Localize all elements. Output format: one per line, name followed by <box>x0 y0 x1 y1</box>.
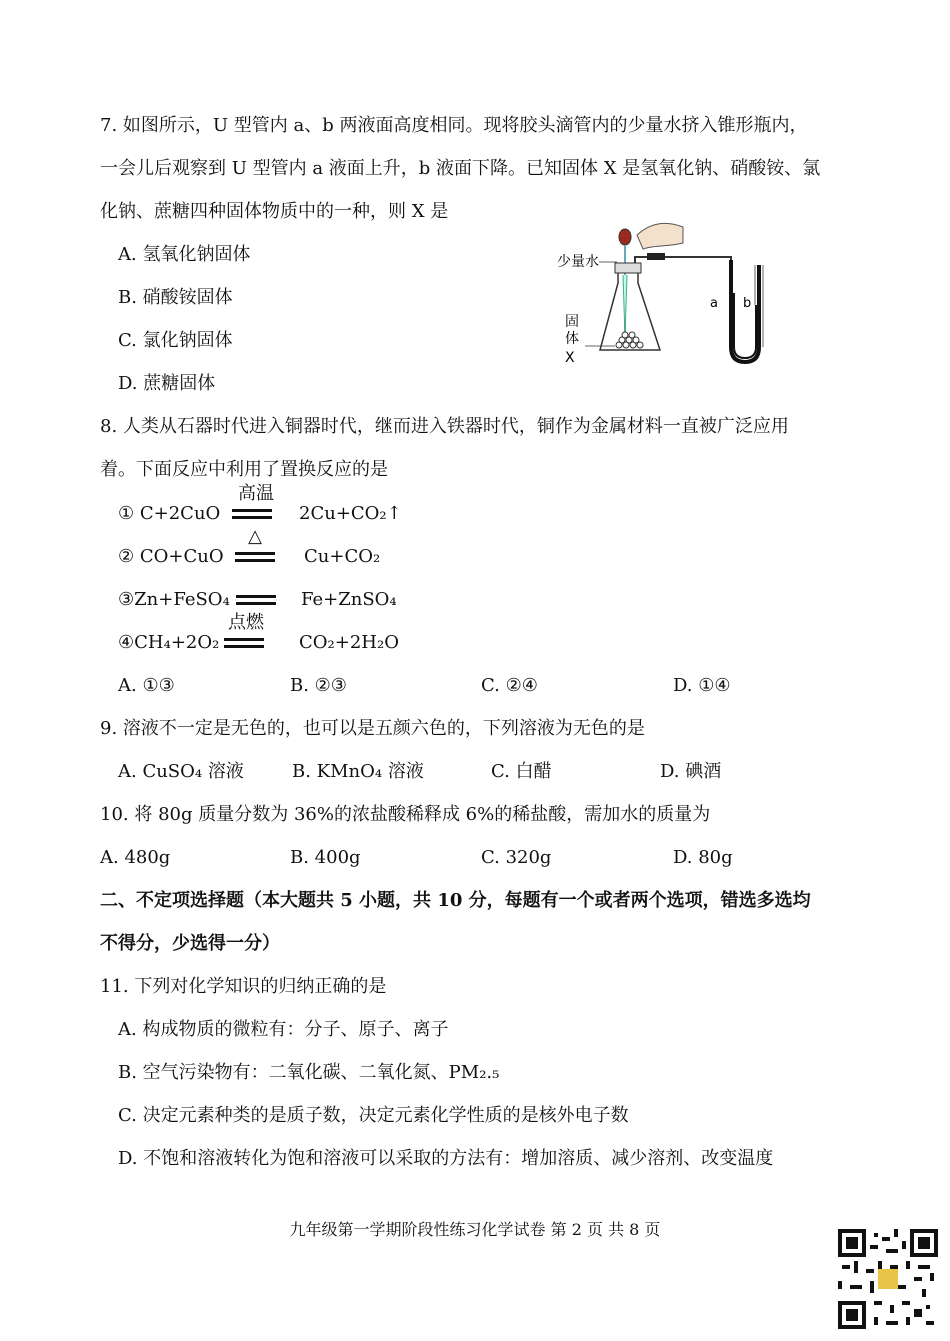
label-solid-1: 固 <box>565 314 579 330</box>
equation-3-products: Fe+ZnSO₄ <box>301 589 397 610</box>
equation-1-equals-sign <box>232 509 272 519</box>
equation-2-equals-sign <box>235 552 275 562</box>
q9-stem: 9. 溶液不一定是无色的，也可以是五颜六色的，下列溶液为无色的是 <box>100 718 645 739</box>
q9-option-b: B. KMnO₄ 溶液 <box>292 761 424 782</box>
equation-1-condition: 高温 <box>238 483 274 504</box>
q11-option-c: C. 决定元素种类的是质子数，决定元素化学性质的是核外电子数 <box>118 1105 629 1126</box>
equation-4-products: CO₂+2H₂O <box>299 632 399 653</box>
section2-heading-line1: 二、不定项选择题（本大题共 5 小题，共 10 分，每题有一个或者两个选项，错选多选均 <box>100 890 811 911</box>
q9-option-c: C. 白醋 <box>491 761 552 782</box>
label-b: b <box>743 296 752 311</box>
q10-option-b: B. 400g <box>290 847 361 868</box>
q7-option-c: C. 氯化钠固体 <box>118 330 233 351</box>
equation-1-reactants: ① C+2CuO <box>118 503 221 524</box>
q10-stem: 10. 将 80g 质量分数为 36%的浓盐酸稀释成 6%的稀盐酸，需加水的质量为 <box>100 804 711 825</box>
label-a: a <box>710 296 718 311</box>
u-tube-flask-figure <box>555 215 770 370</box>
qr-code[interactable] <box>838 1229 938 1329</box>
q9-option-a: A. CuSO₄ 溶液 <box>118 761 244 782</box>
solid-x-beads <box>616 332 643 348</box>
equation-2-products: Cu+CO₂ <box>304 546 381 567</box>
label-solid-3: X <box>565 350 575 366</box>
label-solid-2: 体 <box>565 331 579 347</box>
equation-4-condition: 点燃 <box>228 612 264 633</box>
q8-option-b: B. ②③ <box>290 675 347 696</box>
q7-stem-line1: 7. 如图所示，U 型管内 a、b 两液面高度相同。现将胶头滴管内的少量水挤入锥形瓶内， <box>100 115 808 136</box>
q10-option-d: D. 80g <box>673 847 733 868</box>
q8-stem-line2: 着。下面反应中利用了置换反应的是 <box>100 459 388 480</box>
equation-1-products: 2Cu+CO₂↑ <box>299 503 402 524</box>
label-small-water: 少量水 <box>557 254 599 270</box>
equation-2-reactants: ② CO+CuO <box>118 546 224 567</box>
q7-option-b: B. 硝酸铵固体 <box>118 287 233 308</box>
equation-4-equals-sign <box>224 638 264 648</box>
q9-option-d: D. 碘酒 <box>660 761 722 782</box>
q7-stem-line3: 化钠、蔗糖四种固体物质中的一种，则 X 是 <box>100 201 449 222</box>
q11-stem: 11. 下列对化学知识的归纳正确的是 <box>100 976 387 997</box>
q11-option-b: B. 空气污染物有：二氧化碳、二氧化氮、PM₂.₅ <box>118 1062 500 1083</box>
q8-stem-line1: 8. 人类从石器时代进入铜器时代，继而进入铁器时代，铜作为金属材料一直被广泛应用 <box>100 416 789 437</box>
q7-option-d: D. 蔗糖固体 <box>118 373 216 394</box>
equation-2-condition: △ <box>248 526 262 547</box>
q11-option-d: D. 不饱和溶液转化为饱和溶液可以采取的方法有：增加溶质、减少溶剂、改变温度 <box>118 1148 774 1169</box>
equation-3-equals-sign <box>236 595 276 605</box>
page-footer: 九年级第一学期阶段性练习化学试卷 第 2 页 共 8 页 <box>289 1220 661 1239</box>
q7-option-a: A. 氢氧化钠固体 <box>118 244 251 265</box>
q10-option-c: C. 320g <box>481 847 552 868</box>
q11-option-a: A. 构成物质的微粒有：分子、原子、离子 <box>118 1019 449 1040</box>
qr-center-logo <box>878 1269 898 1289</box>
equation-3-reactants: ③Zn+FeSO₄ <box>118 589 230 610</box>
equation-4-reactants: ④CH₄+2O₂ <box>118 632 220 653</box>
q7-stem-line2: 一会儿后观察到 U 型管内 a 液面上升，b 液面下降。已知固体 X 是氢氧化钠、硝酸铵、氯 <box>100 158 821 179</box>
q8-option-c: C. ②④ <box>481 675 538 696</box>
q10-option-a: A. 480g <box>100 847 171 868</box>
section2-heading-line2: 不得分，少选得一分） <box>100 933 280 954</box>
q8-option-a: A. ①③ <box>118 675 175 696</box>
q8-option-d: D. ①④ <box>673 675 731 696</box>
